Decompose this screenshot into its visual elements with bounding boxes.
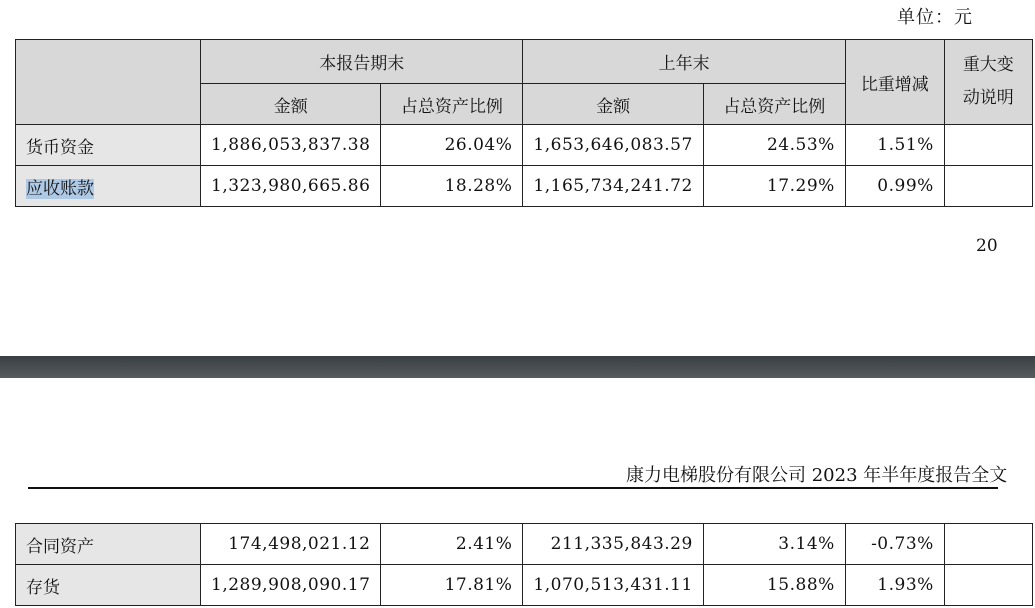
note-cell: [944, 524, 1032, 565]
unit-label: 单位：元: [897, 7, 973, 28]
change-cell: 1.93%: [845, 565, 944, 606]
row-label: [16, 166, 201, 207]
cur-ratio-cell: 17.81%: [381, 565, 523, 606]
row-label: 合同资产: [16, 524, 201, 565]
row-label: 货币资金: [16, 125, 201, 166]
page-gap-divider: [0, 356, 1035, 378]
note-cell: [944, 565, 1032, 606]
cur-ratio-cell: 26.04%: [381, 125, 523, 166]
note-cell: [944, 125, 1032, 166]
table-row: [16, 565, 1033, 606]
table-header-row: [16, 40, 1033, 84]
table-row: [16, 125, 1033, 166]
prev-amount-cell: 1,653,646,083.57: [523, 125, 703, 166]
cur-amount-cell: 1,289,908,090.17: [201, 565, 381, 606]
table-row: [16, 166, 1033, 207]
running-header: 康力电梯股份有限公司 2023 年半年度报告全文: [626, 465, 1008, 486]
cur-ratio-header: 占总资产比例: [381, 84, 523, 125]
change-cell: 0.99%: [845, 166, 944, 207]
page-number: 20: [976, 236, 998, 256]
balance-sheet-table-top: [15, 39, 1033, 207]
cur-amount-header: 金额: [201, 84, 381, 125]
prev-ratio-cell: 3.14%: [703, 524, 845, 565]
note-cell: [944, 166, 1032, 207]
cur-amount-cell: 1,323,980,665.86: [201, 166, 381, 207]
prev-ratio-cell: 24.53%: [703, 125, 845, 166]
major-change-header: 重大变动说明: [944, 40, 1032, 125]
table-row: [16, 524, 1033, 565]
cur-amount-cell: 1,886,053,837.38: [201, 125, 381, 166]
prev-ratio-cell: 17.29%: [703, 166, 845, 207]
change-cell: 1.51%: [845, 125, 944, 166]
item-header-cell: [16, 40, 201, 125]
row-label: 存货: [16, 565, 201, 606]
change-header: 比重增减: [845, 40, 944, 125]
header-rule: [28, 487, 998, 489]
prev-amount-cell: 211,335,843.29: [523, 524, 703, 565]
cur-amount-cell: 174,498,021.12: [201, 524, 381, 565]
selected-text[interactable]: 应收账款: [26, 178, 94, 199]
change-cell: -0.73%: [845, 524, 944, 565]
prev-amount-cell: 1,165,734,241.72: [523, 166, 703, 207]
cur-ratio-cell: 18.28%: [381, 166, 523, 207]
cur-ratio-cell: 2.41%: [381, 524, 523, 565]
prev-amount-cell: 1,070,513,431.11: [523, 565, 703, 606]
balance-sheet-table-bottom: [15, 523, 1033, 606]
prev-ratio-cell: 15.88%: [703, 565, 845, 606]
prior-year-end-header: 上年末: [523, 40, 845, 84]
prev-ratio-header: 占总资产比例: [703, 84, 845, 125]
prev-amount-header: 金额: [523, 84, 703, 125]
period-end-header: 本报告期末: [201, 40, 523, 84]
